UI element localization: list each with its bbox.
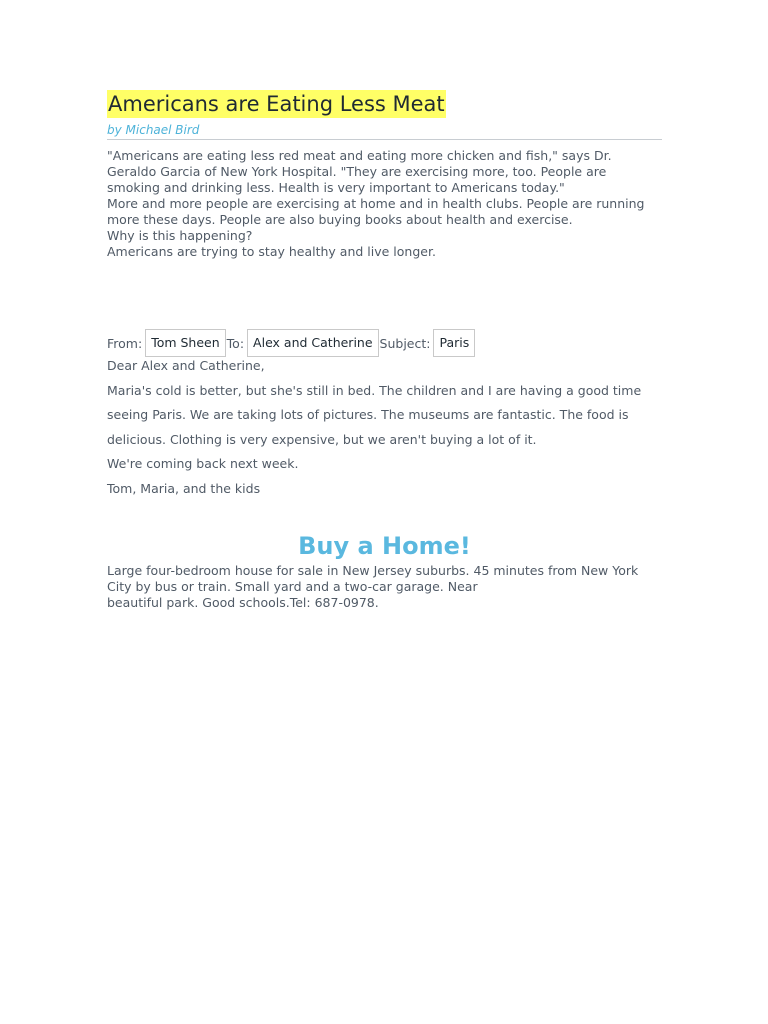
subject-label: Subject: [379,335,431,351]
article-line: "Americans are eating less red meat and eating more chicken and fish," says Dr. [107,148,612,163]
article-line: Why is this happening? [107,228,253,243]
ad-line: Large four-bedroom house for sale in New Jersey suburbs. 45 minutes from New York [107,563,639,578]
to-label: To: [226,335,245,351]
email-message [107,328,662,501]
article [107,90,662,260]
email-line: delicious. Clothing is very expensive, but we aren't buying a lot of it. [107,431,537,447]
from-field[interactable]: Tom Sheen [145,329,225,357]
email-line: Dear Alex and Catherine, [107,358,265,373]
email-line: Maria's cold is better, but she's still in bed. The children and I are having a good time [107,382,642,398]
article-title: Americans are Eating Less Meat [108,92,445,116]
ad-title: Buy a Home! [298,532,471,560]
to-field[interactable]: Alex and Catherine [247,329,378,357]
email-line: Tom, Maria, and the kids [107,480,261,496]
subject-field[interactable]: Paris [433,329,475,357]
article-line: smoking and drinking less. Health is very important to Americans today." [107,180,565,195]
article-line: more these days. People are also buying books about health and exercise. [107,212,573,227]
email-line: seeing Paris. We are taking lots of pictures. The museums are fantastic. The food is [107,407,629,422]
from-label: From: [107,335,143,351]
ad-line: City by bus or train. Small yard and a two-car garage. Near [107,579,478,594]
article-byline: by Michael Bird [107,122,662,140]
home-ad [107,531,662,611]
article-line: Geraldo Garcia of New York Hospital. "They are exercising more, too. People are [107,164,607,179]
ad-line: beautiful park. Good schools.Tel: 687-0978. [107,595,379,610]
email-line: We're coming back next week. [107,456,299,471]
document-page [107,90,662,611]
email-body [107,354,662,501]
article-line: Americans are trying to stay healthy and live longer. [107,244,436,259]
article-line: More and more people are exercising at home and in health clubs. People are running [107,196,645,211]
article-body [107,148,662,260]
